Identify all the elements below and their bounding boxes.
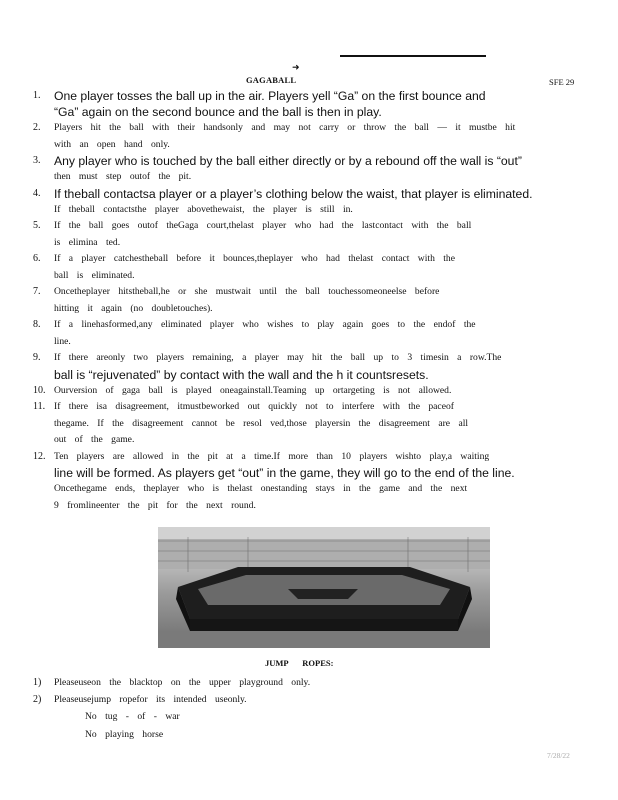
rule-number: 4.	[33, 187, 41, 199]
gaga-pit-image	[158, 527, 490, 648]
jump-rope-rule-text: Pleaseusejump ropefor its intended useonly.	[54, 694, 247, 705]
rule-item	[33, 88, 578, 120]
rule-item	[33, 449, 578, 515]
rule-item	[33, 317, 578, 350]
footer-date: 7/28/22	[547, 751, 570, 760]
rule-text-line: 9 fromlineenter the pit for the next round.	[54, 499, 256, 511]
page-code: SFE 29	[549, 77, 575, 87]
rule-text-line: Oncethegame ends, theplayer who is thelast onestanding stays in the game and the next	[54, 483, 468, 494]
rule-number: 3.	[33, 155, 41, 166]
jump-rope-rule	[33, 691, 433, 708]
rule-text-line: Ourversion of gaga ball is played oneagainstall.Teaming up ortargeting is not allowed.	[54, 384, 452, 396]
rule-text-line: If there areonly two players remaining, a player may hit the ball up to 3 timesin a row.The	[54, 352, 502, 363]
rule-number: 2.	[33, 122, 41, 133]
rule-number: 8.	[33, 319, 41, 330]
rule-number: 9.	[33, 352, 41, 363]
rule-text-line: ball is eliminated.	[54, 269, 135, 281]
rule-item	[33, 284, 578, 317]
rule-number: 7.	[33, 286, 41, 297]
rule-text-line: with an open hand only.	[54, 138, 170, 150]
rule-text-line: If the ball goes outof theGaga court,thelast player who had the lastcontact with the ball	[54, 220, 472, 231]
rule-text-line: then must step outof the pit.	[54, 171, 192, 182]
rule-text-line: Ten players are allowed in the pit at a time.If more than 10 players wishto play,a waiting	[54, 450, 490, 462]
rule-text-line: is elimina ted.	[54, 236, 121, 248]
rule-text-line: “Ga” again on the second bounce and the ball is then in play.	[54, 105, 382, 119]
arrow-icon: ➜	[292, 62, 300, 72]
jump-rope-subitem: No tug - of - war	[85, 711, 180, 722]
rule-text-line: Any player who is touched by the ball either directly or by a rebound off the wall is “out”	[54, 154, 522, 168]
rule-number: 1.	[33, 90, 41, 101]
rules-list	[33, 88, 578, 514]
jump-ropes-list	[33, 674, 433, 744]
rule-number: 11.	[33, 401, 46, 412]
rule-text-line: If a linehasformed,any eliminated player who wishes to play again goes to the endof the	[54, 319, 476, 330]
rule-text-line: If there isa disagreement, itmustbeworked out quickly not to interfere with the paceof	[54, 401, 454, 412]
rule-text-line: Oncetheplayer hitstheball,he or she mustwait until the ball touchessomeoneelse before	[54, 286, 440, 297]
rule-item	[33, 120, 578, 153]
jump-rope-rule-text: Pleaseuseon the blacktop on the upper playground only.	[54, 677, 311, 688]
rule-text-line: If theball contactsthe player abovethewaist, the player is still in.	[54, 203, 353, 215]
rule-number: 12.	[33, 450, 46, 462]
rule-item	[33, 218, 578, 251]
jump-rope-subitem: No playing horse	[85, 729, 164, 740]
rule-text-line: If a player catchestheball before it bounces,theplayer who had thelast contact with the	[54, 253, 455, 264]
rule-text-line: ball is “rejuvenated” by contact with the wall and the h it countsresets.	[54, 367, 429, 382]
page-title: GAGABALL	[246, 75, 297, 85]
rule-text-line: hitting it again (no doubletouches).	[54, 302, 213, 314]
rule-item	[33, 383, 578, 400]
rule-text-line: thegame. If the disagreement cannot be resol ved,those playersin the disagreement are all	[54, 417, 469, 429]
gaga-pit-photo	[158, 527, 490, 648]
rule-text-line: One player tosses the ball up in the air. Players yell “Ga” on the first bounce and	[54, 89, 486, 103]
rule-text-line: Players hit the ball with their handsonly and may not carry or throw the ball — it mustbe hit	[54, 122, 516, 133]
rule-text-line: line will be formed. As players get “out” in the game, they will go to the end of the line.	[54, 466, 515, 480]
rule-item	[33, 153, 578, 186]
jump-rope-rule	[33, 674, 433, 691]
rule-number: 6.	[33, 253, 41, 264]
rule-text-line: line.	[54, 335, 71, 347]
rule-item	[33, 186, 578, 219]
rule-number: 10.	[33, 384, 46, 396]
rule-number: 5.	[33, 220, 41, 231]
rule-item	[33, 350, 578, 383]
top-rule	[340, 55, 486, 57]
rule-item	[33, 251, 578, 284]
rule-text-line: out of the game.	[54, 434, 135, 445]
jump-rope-rule-number: 2)	[33, 694, 42, 705]
rule-text-line: If theball contactsa player or a player’s clothing below the waist, that player is eliminated.	[54, 186, 533, 201]
rule-item	[33, 399, 578, 449]
jump-rope-rule-number: 1)	[33, 677, 42, 688]
jump-ropes-title: JUMP ROPES:	[265, 658, 334, 668]
